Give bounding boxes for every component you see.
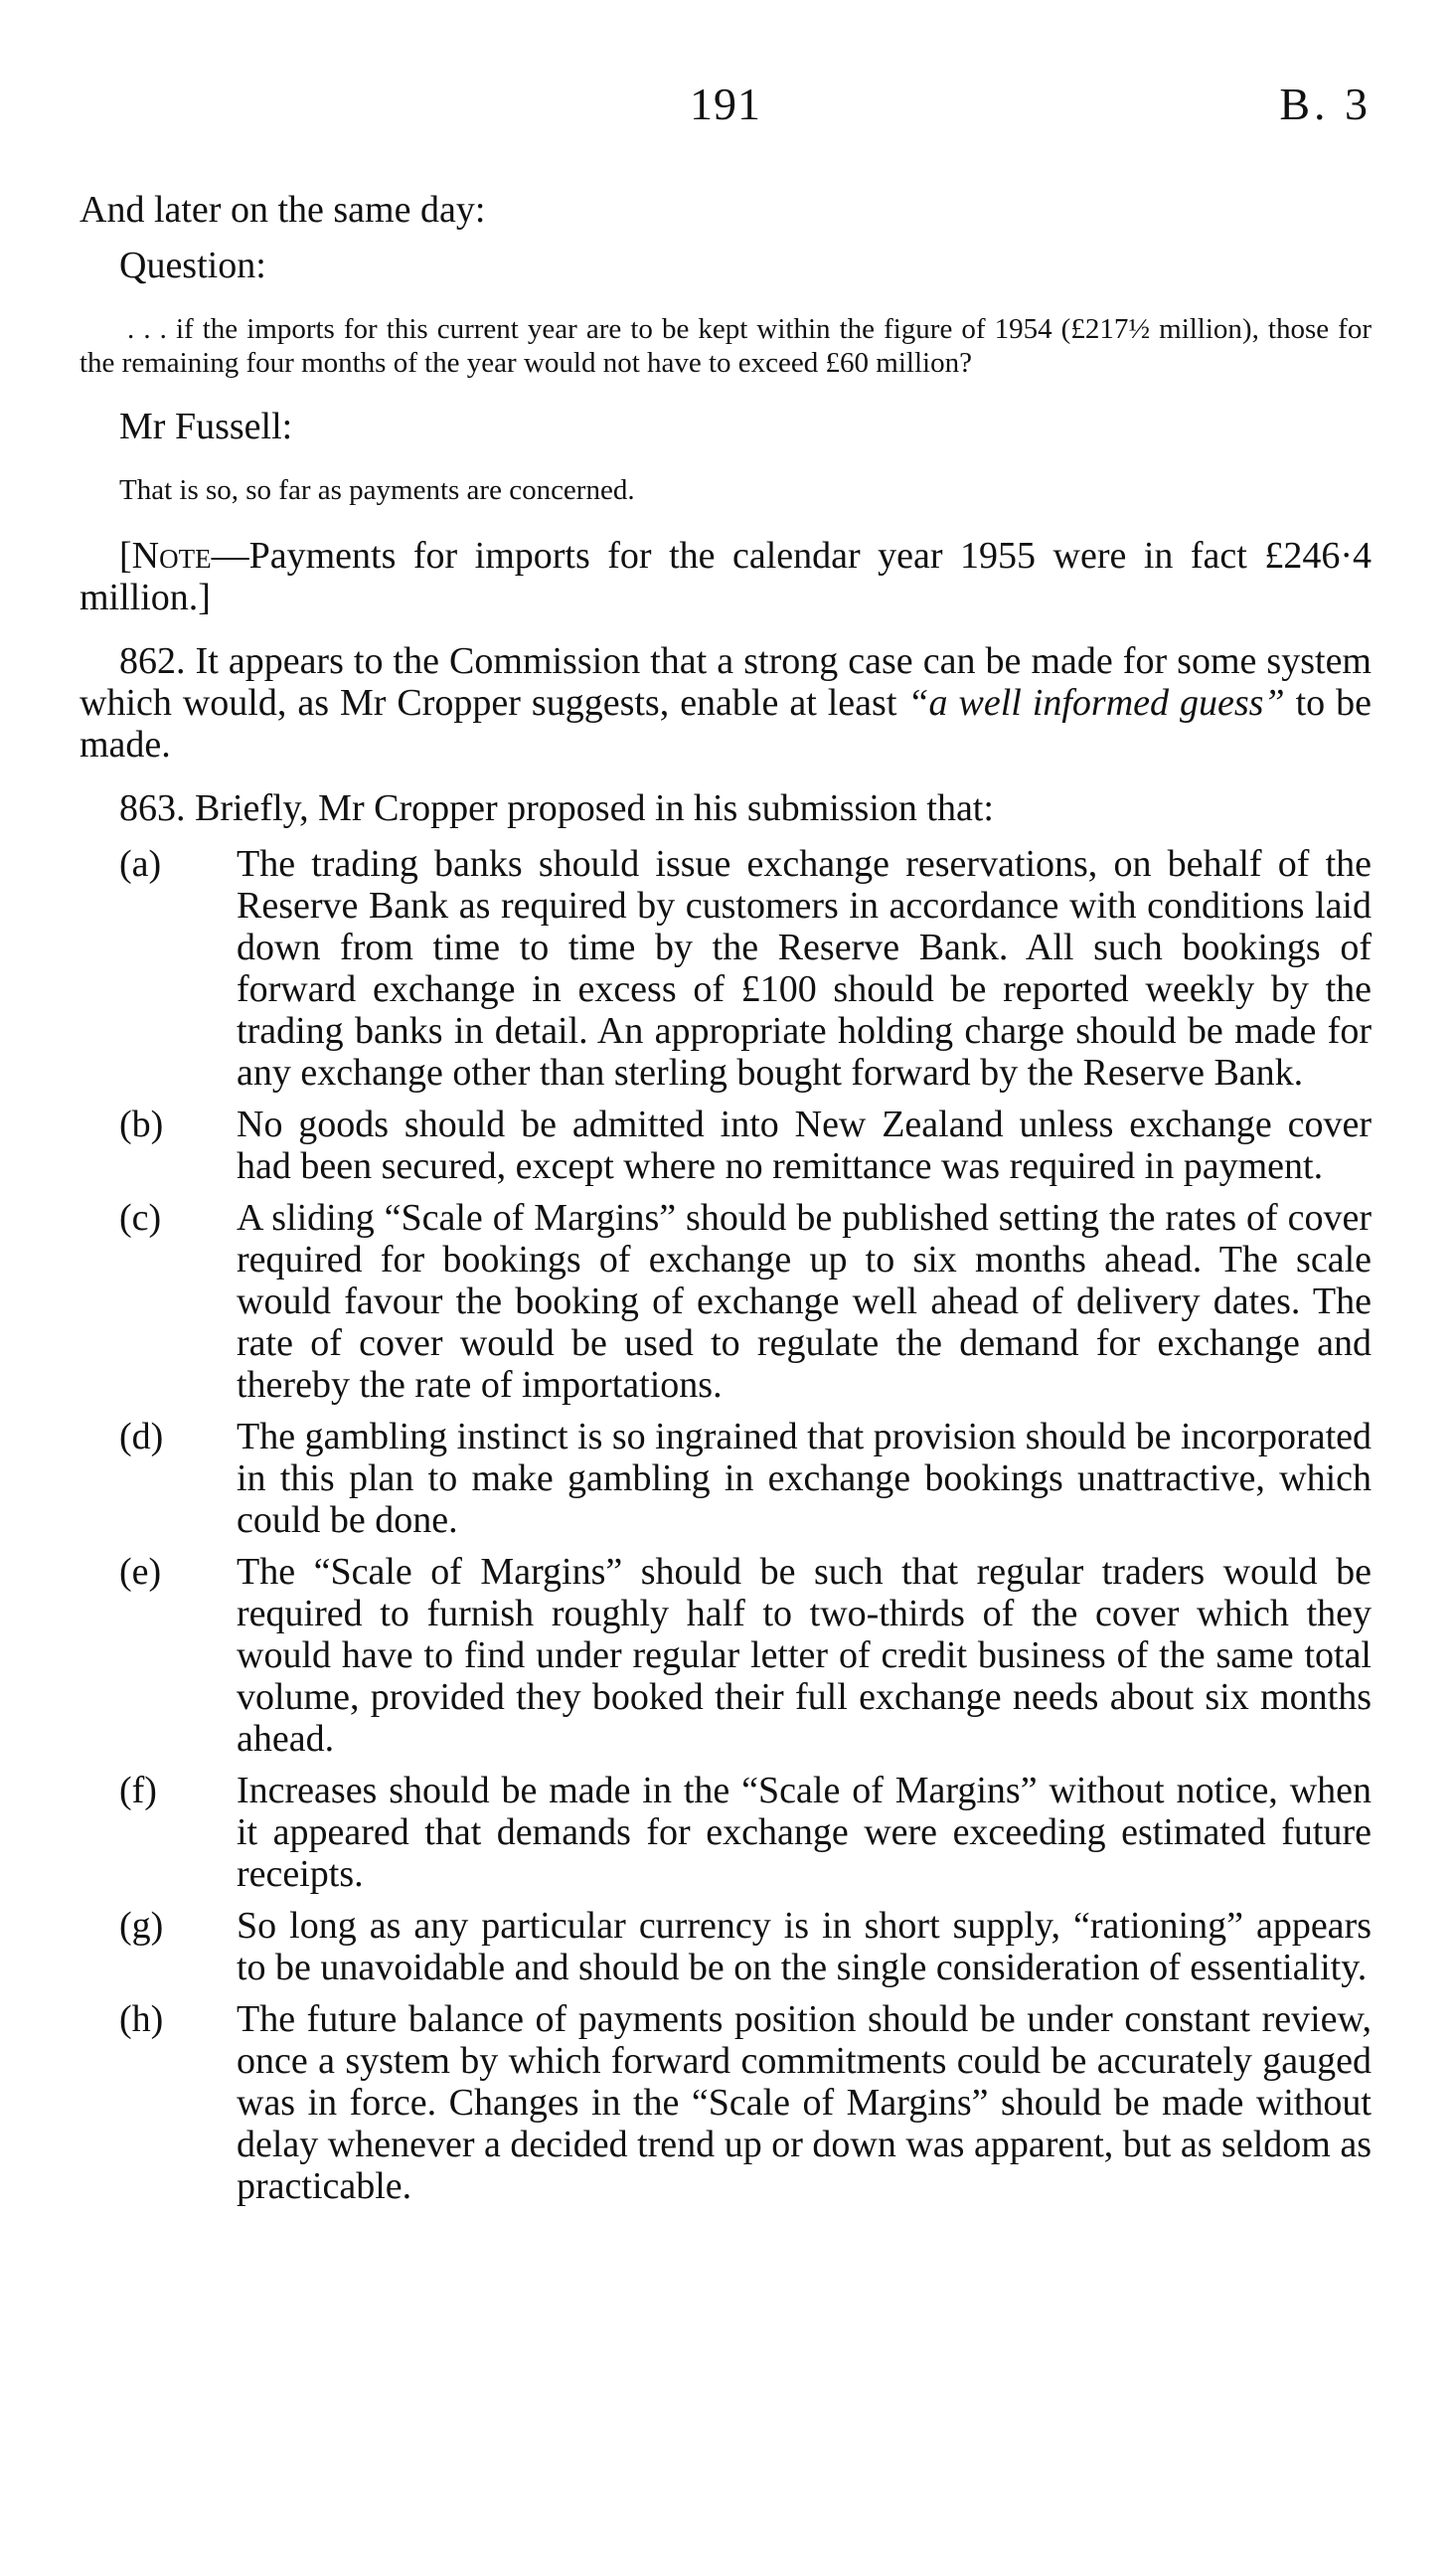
answer-speaker: Mr Fussell: bbox=[119, 406, 293, 447]
list-item bbox=[80, 1770, 1372, 1895]
paragraph-863: 863. Briefly, Mr Cropper proposed in his submission that: bbox=[119, 787, 994, 829]
question-label: Question: bbox=[119, 245, 266, 286]
paragraph-862 bbox=[80, 640, 1372, 766]
page-number: 191 bbox=[690, 79, 761, 129]
paragraph-862-quote: “a well informed guess” bbox=[907, 682, 1285, 724]
list-item-text: So long as any particular currency is in short supply, “rationing” appears to be unavoidable and should be on the single consideration of essentiality. bbox=[237, 1905, 1372, 1988]
list-item-text: The gambling instinct is so ingrained that provision should be incorporated in this plan to make gambling in exchange bookings unattractive, which could be done. bbox=[237, 1416, 1372, 1541]
note-text: —Payments for imports for the calendar year 1955 were in fact £246·4 million.] bbox=[80, 535, 1372, 618]
answer-text: That is so, so far as payments are concerned. bbox=[119, 474, 635, 506]
section-code: B. 3 bbox=[1279, 79, 1372, 129]
list-item bbox=[80, 1905, 1372, 1988]
list-item-text: The trading banks should issue exchange reservations, on behalf of the Reserve Bank as required by customers in accordance with conditions laid down from time to time by the Reserve Bank. All such bookings of forward exchange in excess of £100 should be reported weekly by the trading banks in detail. An appropriate holding charge should be made for any exchange other than sterling bought forward by the Reserve Bank. bbox=[237, 843, 1372, 1094]
list-item bbox=[80, 1551, 1372, 1760]
list-item bbox=[80, 843, 1372, 1094]
paragraph-862-lead: 862. It appears to the Commission that a strong case can be made for some system which would, as Mr Cropper suggests, enable at least bbox=[80, 640, 1372, 724]
list-item bbox=[80, 1197, 1372, 1406]
editorial-note: [Note—Payments for imports for the calendar year 1955 were in fact £246·4 million.] bbox=[80, 535, 1372, 618]
document-page bbox=[80, 0, 1372, 2207]
list-item-text: Increases should be made in the “Scale of Margins” without notice, when it appeared that demands for exchange were exceeding estimated future receipts. bbox=[237, 1770, 1372, 1895]
list-item-marker: (a) bbox=[119, 843, 162, 885]
list-item-marker: (b) bbox=[119, 1104, 164, 1145]
proposal-list bbox=[80, 843, 1372, 2207]
list-item-text: No goods should be admitted into New Zealand unless exchange cover had been secured, except where no remittance was required in payment. bbox=[237, 1104, 1372, 1187]
list-item bbox=[80, 1104, 1372, 1187]
list-item-marker: (e) bbox=[119, 1551, 162, 1593]
list-item-marker: (f) bbox=[119, 1770, 157, 1811]
intro-line: And later on the same day: bbox=[80, 189, 486, 231]
list-item bbox=[80, 1416, 1372, 1541]
list-item-marker: (g) bbox=[119, 1905, 164, 1947]
paragraph-862-tail: to be made. bbox=[80, 682, 1372, 766]
list-item-text: The future balance of payments position should be under constant review, once a system by which forward commitments could be accurately gauged was in force. Changes in the “Scale of Margins” should be made without delay whenever a decided trend up or down was apparent, but as seldom as practicable. bbox=[237, 1998, 1372, 2207]
list-item-marker: (c) bbox=[119, 1197, 162, 1239]
list-item bbox=[80, 1998, 1372, 2207]
note-label: Note bbox=[131, 535, 212, 577]
list-item-marker: (d) bbox=[119, 1416, 164, 1457]
list-item-marker: (h) bbox=[119, 1998, 164, 2040]
page-header bbox=[80, 0, 1372, 159]
list-item-text: A sliding “Scale of Margins” should be published setting the rates of cover required for bookings of exchange up to six months ahead. The scale would favour the booking of exchange well ahead of delivery dates. The rate of cover would be used to regulate the demand for exchange and thereby the rate of importations. bbox=[237, 1197, 1372, 1406]
question-text: . . . if the imports for this current year are to be kept within the figure of 1954 (£217½ million), those for the remaining four months of the year would not have to exceed £60 million? bbox=[80, 313, 1372, 379]
list-item-text: The “Scale of Margins” should be such that regular traders would be required to furnish roughly half to two-thirds of the cover which they would have to find under regular letter of credit business of the same total volume, provided they booked their full exchange needs about six months ahead. bbox=[237, 1551, 1372, 1760]
